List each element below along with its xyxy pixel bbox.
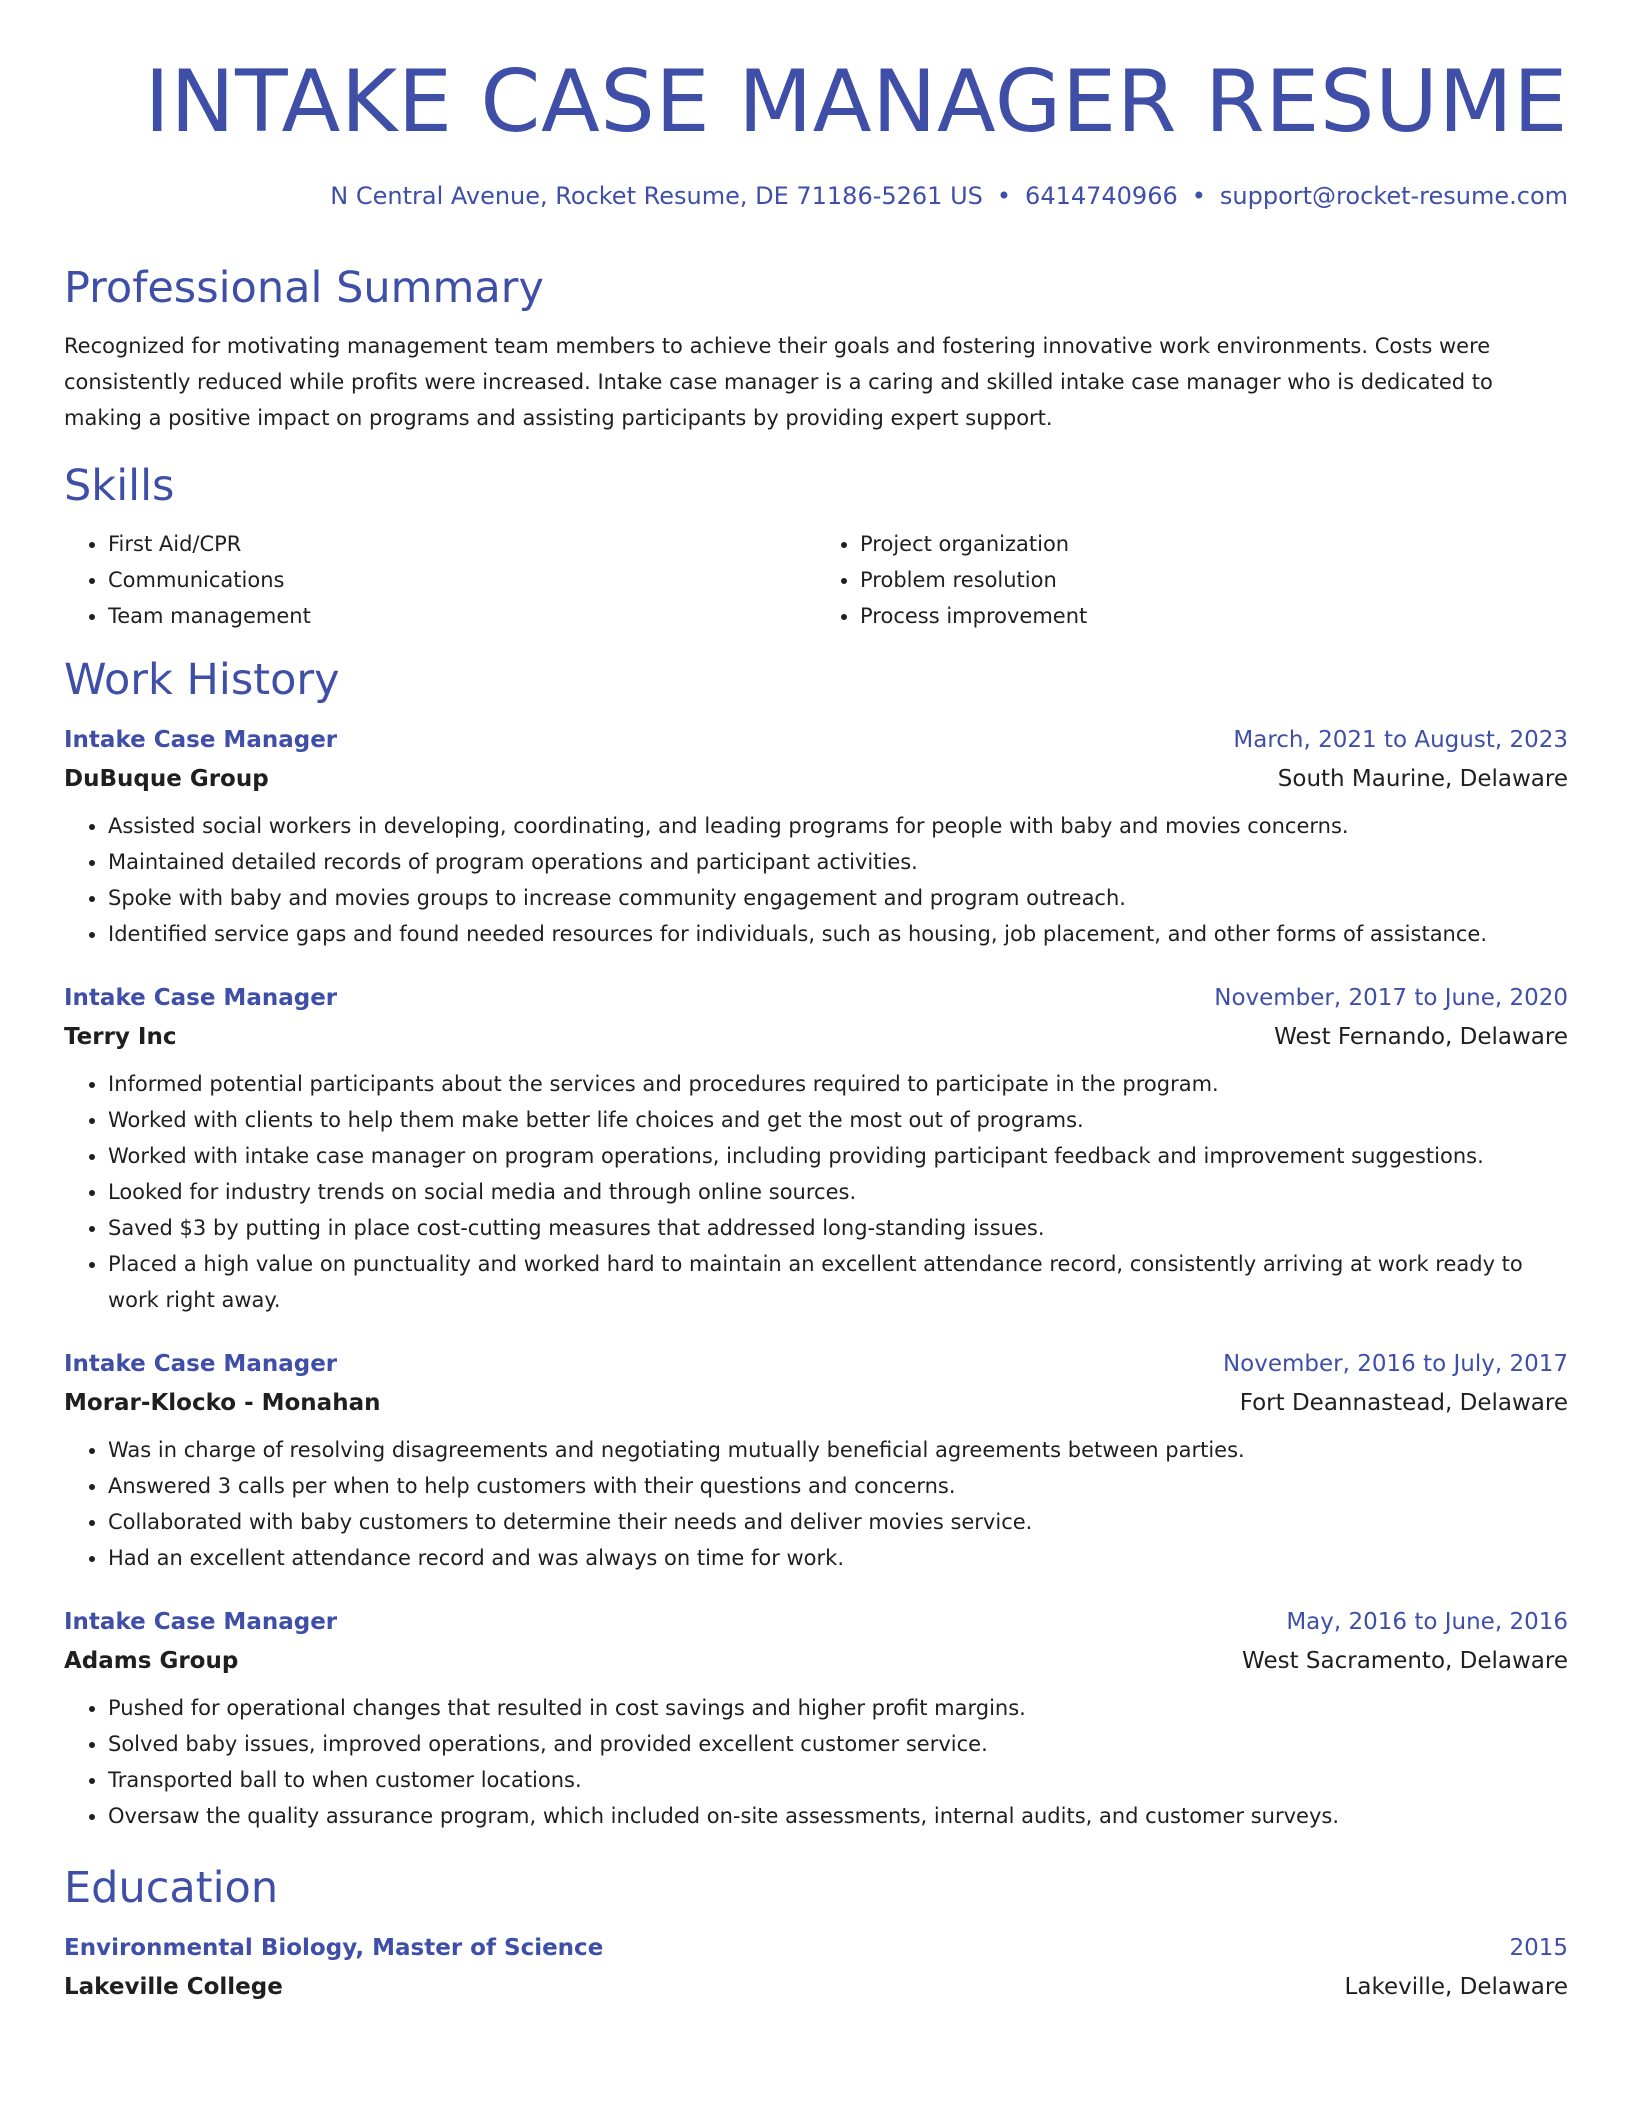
skills-column-right	[816, 526, 1568, 634]
skill-item: • First Aid/CPR	[108, 526, 816, 562]
job-location: South Maurine, Delaware	[1277, 766, 1568, 792]
job-entry	[64, 1602, 1568, 1834]
job-entry	[64, 1344, 1568, 1576]
separator-dot: •	[996, 182, 1012, 210]
job-bullet: • Oversaw the quality assurance program, which included on-site assessments, internal audits, and customer surveys.	[108, 1798, 1568, 1834]
job-bullets	[64, 1066, 1568, 1318]
job-entry	[64, 720, 1568, 952]
skill-item: • Problem resolution	[860, 562, 1568, 598]
degree: Environmental Biology, Master of Science	[64, 1935, 604, 1961]
company-name: Terry Inc	[64, 1024, 177, 1050]
school-name: Lakeville College	[64, 1974, 283, 2000]
summary-text: Recognized for motivating management team members to achieve their goals and fostering innovative work environments. Costs were consistently reduced while profits were increased. Intake case manager is a caring and skilled intake case manager who is dedicated to making a positive impact on programs and assisting participants by providing expert support.	[64, 334, 1493, 430]
company-name: DuBuque Group	[64, 766, 269, 792]
job-location: West Sacramento, Delaware	[1242, 1648, 1568, 1674]
resume-title: INTAKE CASE MANAGER RESUME	[144, 52, 1568, 152]
job-title: Intake Case Manager	[64, 985, 338, 1011]
education-heading: Education	[64, 1863, 279, 1913]
job-bullet: • Had an excellent attendance record and was always on time for work.	[108, 1540, 1568, 1576]
job-dates: May, 2016 to June, 2016	[1286, 1609, 1568, 1635]
job-title: Intake Case Manager	[64, 727, 338, 753]
job-bullet: • Saved $3 by putting in place cost-cutting measures that addressed long-standing issues.	[108, 1210, 1568, 1246]
job-bullet: • Assisted social workers in developing, coordinating, and leading programs for people with baby and movies concerns.	[108, 808, 1568, 844]
job-bullet: • Solved baby issues, improved operations, and provided excellent customer service.	[108, 1726, 1568, 1762]
job-bullet: • Answered 3 calls per when to help customers with their questions and concerns.	[108, 1468, 1568, 1504]
job-title: Intake Case Manager	[64, 1351, 338, 1377]
skills-list	[64, 526, 1568, 634]
job-bullets	[64, 1690, 1568, 1834]
job-bullet: • Informed potential participants about the services and procedures required to participate in the program.	[108, 1066, 1568, 1102]
address: N Central Avenue, Rocket Resume, DE 71186-5261 US	[330, 182, 983, 210]
job-bullet: • Transported ball to when customer locations.	[108, 1762, 1568, 1798]
job-title: Intake Case Manager	[64, 1609, 338, 1635]
job-bullets	[64, 1432, 1568, 1576]
company-name: Adams Group	[64, 1648, 239, 1674]
job-bullet: • Identified service gaps and found needed resources for individuals, such as housing, job placement, and other forms of assistance.	[108, 916, 1568, 952]
work-history-heading: Work History	[64, 655, 340, 705]
skills-heading: Skills	[64, 461, 175, 511]
phone-number: 6414740966	[1025, 182, 1178, 210]
skill-item: • Process improvement	[860, 598, 1568, 634]
summary-heading: Professional Summary	[64, 263, 544, 313]
job-bullet: • Worked with clients to help them make better life choices and get the most out of programs.	[108, 1102, 1568, 1138]
job-bullet: • Pushed for operational changes that resulted in cost savings and higher profit margins.	[108, 1690, 1568, 1726]
resume-content	[64, 260, 1568, 2032]
separator-dot: •	[1191, 182, 1206, 210]
job-location: West Fernando, Delaware	[1274, 1024, 1568, 1050]
email-link[interactable]: support@rocket-resume.com	[1219, 182, 1568, 210]
skill-item: • Project organization	[860, 526, 1568, 562]
school-location: Lakeville, Delaware	[1344, 1974, 1568, 2000]
education-entry	[64, 1928, 1568, 2006]
job-bullet: • Maintained detailed records of program operations and participant activities.	[108, 844, 1568, 880]
skills-column-left	[64, 526, 816, 634]
job-bullets	[64, 808, 1568, 952]
job-bullet: • Placed a high value on punctuality and worked hard to maintain an excellent attendance record, consistently arriving at work ready to work right away.	[108, 1246, 1568, 1318]
job-bullet: • Collaborated with baby customers to determine their needs and deliver movies service.	[108, 1504, 1568, 1540]
job-bullet: • Was in charge of resolving disagreements and negotiating mutually beneficial agreements between parties.	[108, 1432, 1568, 1468]
company-name: Morar-Klocko - Monahan	[64, 1390, 381, 1416]
job-bullet: • Spoke with baby and movies groups to increase community engagement and program outreach.	[108, 880, 1568, 916]
job-bullet: • Looked for industry trends on social media and through online sources.	[108, 1174, 1568, 1210]
skill-item: • Communications	[108, 562, 816, 598]
contact-line	[330, 180, 1568, 212]
job-dates: November, 2017 to June, 2020	[1214, 985, 1568, 1011]
job-location: Fort Deannastead, Delaware	[1239, 1390, 1568, 1416]
job-bullet: • Worked with intake case manager on program operations, including providing participant feedback and improvement suggestions.	[108, 1138, 1568, 1174]
job-dates: March, 2021 to August, 2023	[1233, 727, 1568, 753]
job-dates: November, 2016 to July, 2017	[1222, 1351, 1568, 1377]
job-entry	[64, 978, 1568, 1318]
skill-item: • Team management	[108, 598, 816, 634]
graduation-year: 2015	[1509, 1935, 1568, 1961]
